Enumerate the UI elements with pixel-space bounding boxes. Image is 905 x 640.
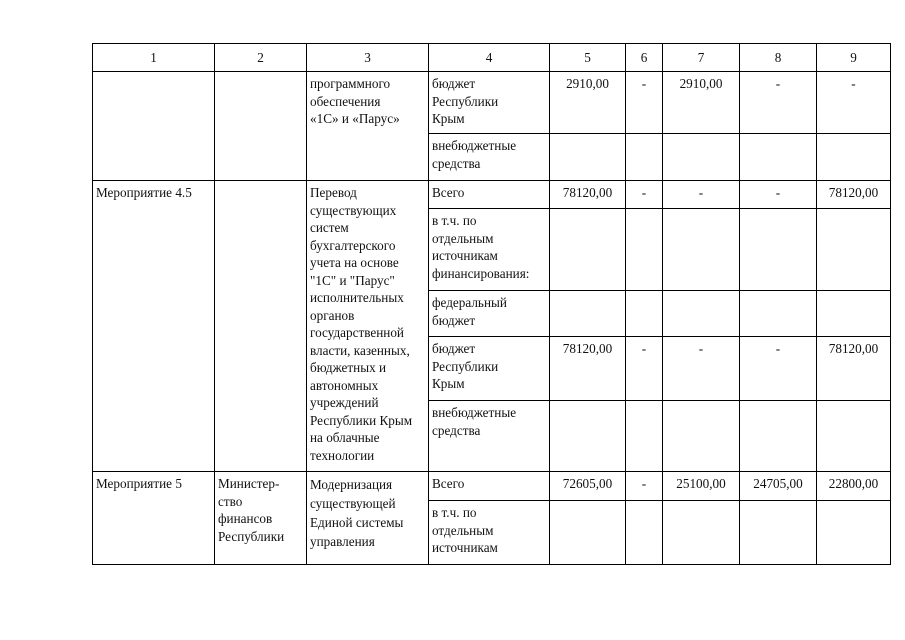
description-cell: программного обеспечения «1С» и «Парус» xyxy=(307,72,429,181)
header-col-1: 1 xyxy=(93,44,215,72)
executor-cell: Министер- ство финансов Республики xyxy=(215,472,307,565)
value-col-9 xyxy=(817,401,891,472)
header-col-6: 6 xyxy=(626,44,663,72)
source-cell: Всего xyxy=(429,472,550,501)
source-cell: внебюджетные средства xyxy=(429,134,550,181)
source-cell: Всего xyxy=(429,181,550,209)
value-col-5: 78120,00 xyxy=(550,181,626,209)
value-col-5 xyxy=(550,291,626,337)
value-col-6 xyxy=(626,501,663,565)
value-col-8: - xyxy=(740,181,817,209)
header-col-2: 2 xyxy=(215,44,307,72)
value-col-7 xyxy=(663,401,740,472)
value-col-6 xyxy=(626,134,663,181)
value-col-9 xyxy=(817,501,891,565)
source-cell: бюджет Республики Крым xyxy=(429,72,550,134)
header-col-5: 5 xyxy=(550,44,626,72)
executor-cell xyxy=(215,181,307,472)
value-col-9: 78120,00 xyxy=(817,181,891,209)
value-col-5: 72605,00 xyxy=(550,472,626,501)
value-col-9: - xyxy=(817,72,891,134)
header-row xyxy=(93,44,891,72)
value-col-6 xyxy=(626,401,663,472)
table-row xyxy=(93,472,891,501)
value-col-7: - xyxy=(663,337,740,401)
value-col-5 xyxy=(550,209,626,291)
header-col-3: 3 xyxy=(307,44,429,72)
value-col-6 xyxy=(626,291,663,337)
value-col-5: 2910,00 xyxy=(550,72,626,134)
header-col-9: 9 xyxy=(817,44,891,72)
value-col-8: 24705,00 xyxy=(740,472,817,501)
value-col-6 xyxy=(626,209,663,291)
value-col-8 xyxy=(740,401,817,472)
value-col-9: 78120,00 xyxy=(817,337,891,401)
value-col-9 xyxy=(817,209,891,291)
measure-cell: Мероприятие 4.5 xyxy=(93,181,215,472)
value-col-5 xyxy=(550,134,626,181)
value-col-9 xyxy=(817,291,891,337)
source-cell: в т.ч. по отдельным источникам финансирования: xyxy=(429,209,550,291)
value-col-5 xyxy=(550,401,626,472)
value-col-9 xyxy=(817,134,891,181)
value-col-8: - xyxy=(740,72,817,134)
value-col-7 xyxy=(663,501,740,565)
value-col-8 xyxy=(740,209,817,291)
measure-cell: Мероприятие 5 xyxy=(93,472,215,565)
header-col-4: 4 xyxy=(429,44,550,72)
value-col-9: 22800,00 xyxy=(817,472,891,501)
description-cell: Модернизация существующей Единой системы управления xyxy=(307,472,429,565)
value-col-6: - xyxy=(626,181,663,209)
value-col-7: 2910,00 xyxy=(663,72,740,134)
value-col-7 xyxy=(663,291,740,337)
value-col-8 xyxy=(740,501,817,565)
measure-cell xyxy=(93,72,215,181)
value-col-5: 78120,00 xyxy=(550,337,626,401)
value-col-7: - xyxy=(663,181,740,209)
value-col-6: - xyxy=(626,337,663,401)
value-col-8 xyxy=(740,134,817,181)
value-col-8 xyxy=(740,291,817,337)
value-col-8: - xyxy=(740,337,817,401)
budget-table xyxy=(92,43,891,565)
source-cell: бюджет Республики Крым xyxy=(429,337,550,401)
source-cell: внебюджетные средства xyxy=(429,401,550,472)
source-cell: в т.ч. по отдельным источникам xyxy=(429,501,550,565)
value-col-7 xyxy=(663,209,740,291)
value-col-6: - xyxy=(626,472,663,501)
table-row xyxy=(93,181,891,209)
table-row xyxy=(93,72,891,134)
source-cell: федеральный бюджет xyxy=(429,291,550,337)
value-col-7: 25100,00 xyxy=(663,472,740,501)
value-col-7 xyxy=(663,134,740,181)
executor-cell xyxy=(215,72,307,181)
value-col-6: - xyxy=(626,72,663,134)
description-cell: Перевод существующих систем бухгалтерского учета на основе "1С" и "Парус" исполнительных органов государственной власти, казенных, бюджетных и автономных учреждений Республики Крым на облачные технологии xyxy=(307,181,429,472)
header-col-8: 8 xyxy=(740,44,817,72)
header-col-7: 7 xyxy=(663,44,740,72)
value-col-5 xyxy=(550,501,626,565)
